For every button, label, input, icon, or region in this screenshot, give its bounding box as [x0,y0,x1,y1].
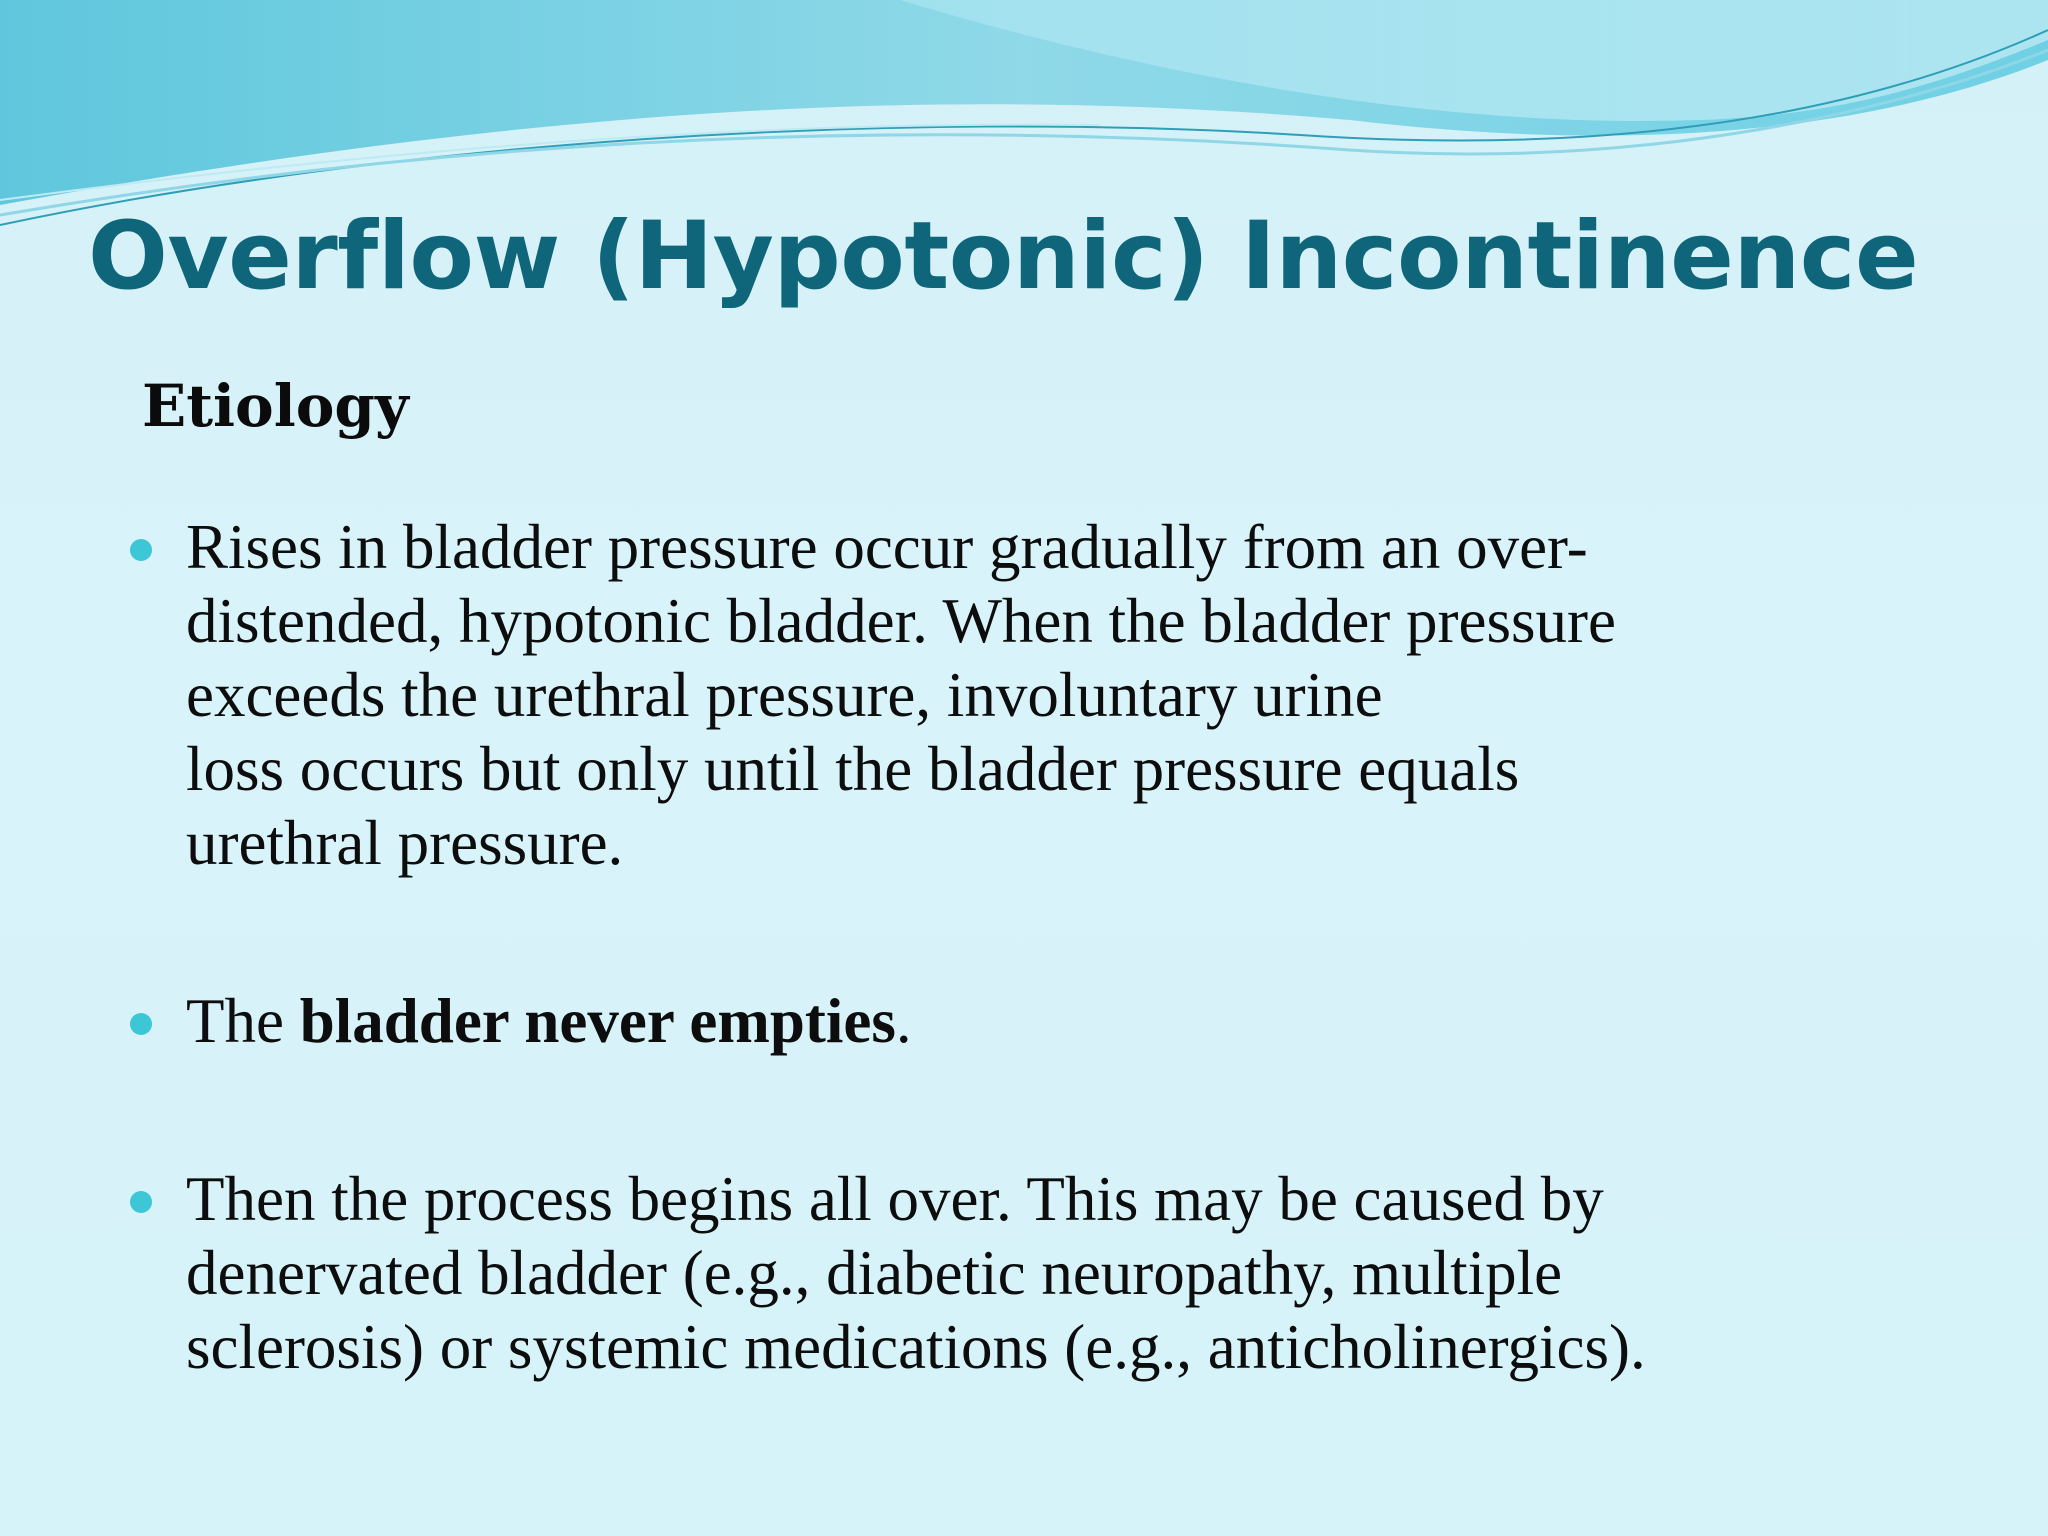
bullet-text-prefix: The [186,986,300,1056]
bullet-text-line: Then the process begins all over. This may be caused by [186,1164,1604,1234]
bullet-text-line: Rises in bladder pressure occur gradually from an over- [186,512,1588,582]
bullet-text-line: distended, hypotonic bladder. When the bladder pressure [186,586,1616,656]
bullet-item [128,1162,1988,1384]
bullet-dot-icon [130,539,152,561]
bullet-text-line: exceeds the urethral pressure, involuntary urine [186,660,1383,730]
bullet-text-line: denervated bladder (e.g., diabetic neuropathy, multiple [186,1238,1563,1308]
bullet-dot-icon [130,1191,152,1213]
bullet-item [128,510,1988,880]
bullet-text-line [186,984,1988,1058]
section-heading: Etiology [142,372,409,440]
bullet-dot-icon [130,1013,152,1035]
bullet-text-line: sclerosis) or systemic medications (e.g., anticholinergics). [186,1312,1646,1382]
slide-title: Overflow (Hypotonic) Incontinence [88,202,1919,311]
bullet-text-suffix: . [895,986,912,1056]
bullet-item [128,984,1988,1058]
bullet-text-bold: bladder never empties [299,986,896,1056]
bullet-text-line: urethral pressure. [186,808,624,878]
bullet-list [128,510,1988,1488]
bullet-text-line: loss occurs but only until the bladder pressure equals [186,734,1520,804]
